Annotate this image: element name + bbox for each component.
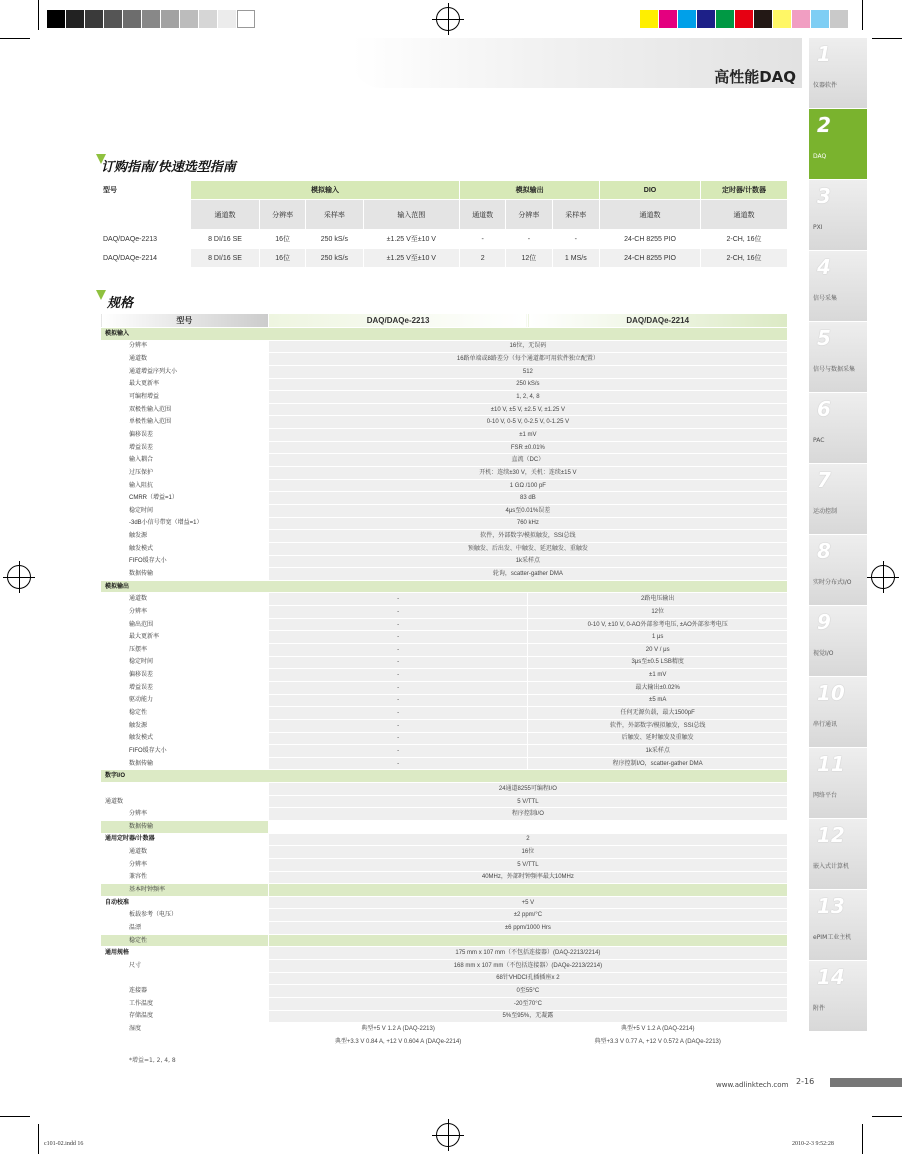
table-row [101,568,788,581]
table-cell: 250 kS/s [306,230,363,249]
spec-value: 1k采样点 [528,745,788,758]
table-cell: 16位 [260,230,306,249]
table-cell: 2-CH, 16位 [700,230,787,249]
spec-value: 16路单端或8路差分（每个通道都可用软件独立配置） [268,353,787,366]
crop-mark [0,1116,30,1117]
footer-bar [830,1078,902,1087]
table-row [101,656,788,669]
spec-value: 最大输出±0.02% [528,681,788,694]
tab-label: 视觉I/O [813,650,834,657]
spec-key [101,1035,269,1048]
table-row [101,403,788,416]
spec-value: 1k采样点 [268,555,787,568]
spec-section-title: 通用规格 [101,947,269,960]
tab-label: 串行通讯 [813,721,838,728]
chapter-tab[interactable] [809,322,867,393]
table-row [101,353,788,366]
chapter-tab[interactable] [809,748,867,819]
table-cell: 24-CH 8255 PIO [600,249,701,268]
guide-header: DIO [600,181,701,200]
spec-value: ±10 V, ±5 V, ±2.5 V, ±1.25 V [268,403,787,416]
section-flag-icon [96,290,106,300]
crop-mark [38,0,39,30]
spec-header: 型号 [101,314,269,328]
spec-value: 直流（DC） [268,454,787,467]
table-cell: 250 kS/s [306,249,363,268]
spec-value: 175 mm x 107 mm（不包括连接器）(DAQ-2213/2214) [268,947,787,960]
guide-subheader: 通道数 [191,200,260,230]
guide-subheader: 通道数 [460,200,506,230]
table-row [101,972,788,985]
chapter-tab[interactable] [809,535,867,606]
table-row [101,1035,788,1048]
spec-section-title: 模拟输入 [101,328,788,341]
footnote: *增益=1, 2, 4, 8 [129,1057,176,1064]
spec-section-title: 数字I/O [101,770,788,783]
spec-value: 250 kS/s [268,378,787,391]
spec-title: 规格 [107,296,134,311]
file-slug: c101-02.indd 16 [44,1141,84,1147]
spec-key: 存储温度 [101,1010,269,1023]
spec-value: 程序控制I/O [268,808,787,821]
spec-value: 20 V / μs [528,644,788,657]
table-cell: 2 [460,249,506,268]
spec-value: 典型+5 V 1.2 A (DAQ-2214) [528,1023,788,1036]
spec-value: - [268,669,528,682]
spec-key: 基本时钟频率 [101,884,269,897]
spec-value: - [268,681,528,694]
crop-mark [38,1124,39,1154]
spec-key: 可编程增益 [101,391,269,404]
tab-number: 12 [817,823,845,847]
guide-subheader: 分辨率 [506,200,552,230]
spec-value: 2 [268,833,787,846]
table-row [101,833,788,846]
table-row [101,479,788,492]
table-cell: ±1.25 V至±10 V [363,249,460,268]
spec-key: 稳定时间 [101,504,269,517]
spec-value: ±6 ppm/1000 Hrs [268,922,787,935]
crop-mark [862,1124,863,1154]
crop-mark [872,1116,902,1117]
spec-key: 温漂 [101,922,269,935]
tab-number: 11 [817,752,845,776]
spec-key: 通道数 [101,593,269,606]
spec-value: 预触发、后出发、中触发、延迟触发、重触发 [268,542,787,555]
spec-value: 24通道8255可编程I/O [268,783,787,796]
tab-number: 8 [817,539,831,563]
table-cell: 8 DI/16 SE [191,230,260,249]
spec-value: 1 μs [528,631,788,644]
table-cell: 24-CH 8255 PIO [600,230,701,249]
spec-key [101,972,269,985]
table-row [101,909,788,922]
spec-header: DAQ/DAQe-2213 [268,314,528,328]
chapter-tab[interactable] [809,180,867,251]
table-cell: - [552,230,600,249]
spec-key: 压摆率 [101,644,269,657]
spec-value: 83 dB [268,492,787,505]
spec-value: 4μs至0.01%误差 [268,504,787,517]
spec-key: 双极性输入范围 [101,403,269,416]
spec-key: 连接器 [101,985,269,998]
guide-subheader: 通道数 [700,200,787,230]
spec-key: 驱动能力 [101,694,269,707]
spec-key: 通道增益序列大小 [101,365,269,378]
table-row [101,947,788,960]
spec-value: ±1 mV [268,429,787,442]
table-row [101,618,788,631]
spec-value: 软件，外部数字/模拟触发，SSI总线 [528,719,788,732]
spec-value: 5 V/TTL [268,858,787,871]
spec-value: +5 V [268,896,787,909]
crop-mark [862,0,863,30]
spec-value: ±5 mA [528,694,788,707]
table-row [101,669,788,682]
table-row [101,314,788,328]
spec-key: 最大更新率 [101,631,269,644]
table-row [101,997,788,1010]
table-row [101,896,788,909]
table-row [101,504,788,517]
table-row [101,707,788,720]
spec-value: 68针VHDCI孔插插座x 2 [268,972,787,985]
spec-value: - [268,719,528,732]
spec-value: 软件，外部数字/模拟触发，SSI总线 [268,530,787,543]
table-row [101,1023,788,1036]
spec-section-title: 通用定时器/计数器 [101,833,269,846]
spec-key: 尺寸 [101,960,269,973]
tab-number: 7 [817,468,831,492]
table-cell: - [460,230,506,249]
chapter-tab[interactable] [809,961,867,1032]
table-row [101,694,788,707]
spec-value: 后触发、延时触发及重触发 [528,732,788,745]
spec-value: 512 [268,365,787,378]
chapter-tab[interactable] [809,393,867,464]
page-title: 高性能DAQ [714,68,796,86]
spec-value: - [268,707,528,720]
table-row [101,416,788,429]
table-row [101,378,788,391]
table-cell: - [506,230,552,249]
ordering-guide-table [100,180,788,268]
spec-key: 分辨率 [101,606,269,619]
table-row [101,795,788,808]
registration-mark-icon [432,3,464,35]
table-row [101,530,788,543]
tab-label: 运动控制 [813,508,838,515]
spec-key: 输出范围 [101,618,269,631]
chapter-tab[interactable] [809,606,867,677]
spec-key: 通道数 [101,795,269,808]
table-row [101,1010,788,1023]
spec-value: 168 mm x 107 mm（不包括连接器）(DAQe-2213/2214) [268,960,787,973]
spec-key: 偏移误差 [101,669,269,682]
spec-value: 3μs至±0.5 LSB精度 [528,656,788,669]
spec-value: FSR ±0.01% [268,441,787,454]
table-row [101,846,788,859]
spec-value: 开机：连续±30 V，关机：连续±15 V [268,467,787,480]
spec-value: - [268,732,528,745]
table-cell: 1 MS/s [552,249,600,268]
spec-key: 单极性输入范围 [101,416,269,429]
spec-key: 触发模式 [101,542,269,555]
spec-key: 分辨率 [101,340,269,353]
spec-key: 数据传输 [101,757,269,770]
spec-value [268,884,787,897]
spec-value: 5%至95%，无凝露 [268,1010,787,1023]
table-cell: 2-CH, 16位 [700,249,787,268]
table-row [101,757,788,770]
spec-key: 触发源 [101,530,269,543]
table-row [101,365,788,378]
tab-number: 6 [817,397,831,421]
chapter-tab[interactable] [809,890,867,961]
spec-key: CMRR（增益=1） [101,492,269,505]
tab-label: PXI [813,224,823,231]
spec-key: 输入阻抗 [101,479,269,492]
table-row [101,783,788,796]
table-row [101,808,788,821]
tab-number: 3 [817,184,831,208]
table-row [101,328,788,341]
registration-mark-icon [867,561,899,593]
spec-key: 增益误差 [101,441,269,454]
table-row [101,719,788,732]
tab-number: 1 [817,42,831,66]
spec-value [268,820,787,833]
table-row [101,542,788,555]
guide-subheader: 采样率 [306,200,363,230]
registration-mark-icon [3,561,35,593]
table-row [101,644,788,657]
table-row [101,820,788,833]
tab-label: 网络平台 [813,792,838,799]
table-row [101,745,788,758]
spec-key: 输入耦合 [101,454,269,467]
guide-subheader: 输入范围 [363,200,460,230]
table-row [101,681,788,694]
tab-label: 信号采集 [813,295,838,302]
table-row [101,631,788,644]
spec-key: 分辨率 [101,858,269,871]
spec-key: 触发源 [101,719,269,732]
spec-value: 40MHz，外部时钟频率最大10MHz [268,871,787,884]
tab-label: 附件 [813,1005,826,1012]
spec-value: 典型+3.3 V 0.84 A, +12 V 0.604 A (DAQe-2214) [268,1035,528,1048]
table-row [101,230,788,249]
tab-label: DAQ [813,153,827,160]
tab-number: 9 [817,610,831,634]
tab-label: 嵌入式计算机 [813,863,850,870]
spec-key: 兼容性 [101,871,269,884]
guide-title: 订购指南/快速选型指南 [101,160,236,175]
table-cell: 16位 [260,249,306,268]
spec-value: 0-10 V, 0-5 V, 0-2.5 V, 0-1.25 V [268,416,787,429]
spec-value: - [268,593,528,606]
spec-value: 16位，无误码 [268,340,787,353]
spec-key: 工作温度 [101,997,269,1010]
spec-key: 分辨率 [101,808,269,821]
guide-header: 定时器/计数器 [700,181,787,200]
table-row [101,391,788,404]
guide-header: 型号 [101,181,191,200]
chapter-tab[interactable] [809,109,867,180]
spec-value: 2路电压输出 [528,593,788,606]
spec-value: - [268,618,528,631]
spec-value: 任何无源负载，最大1500pF [528,707,788,720]
page-number: 2-16 [796,1077,815,1086]
spec-key: 稳定时间 [101,656,269,669]
spec-key [101,783,269,796]
chapter-tab[interactable] [809,251,867,322]
spec-value: 16位 [268,846,787,859]
tab-label: 实时分布式I/O [813,579,852,586]
guide-subheader: 采样率 [552,200,600,230]
spec-key: FIFO缓存大小 [101,555,269,568]
spec-key: 触发模式 [101,732,269,745]
chapter-tab[interactable] [809,464,867,535]
chapter-tabs [809,38,867,1032]
spec-value: 0-10 V, ±10 V, 0-AO外部参考电压, ±AO外部参考电压 [528,618,788,631]
table-cell: 8 DI/16 SE [191,249,260,268]
spec-key: 增益误差 [101,681,269,694]
tab-label: 信号与数据采集 [813,366,856,373]
tab-number: 5 [817,326,831,350]
table-row [101,429,788,442]
spec-header: DAQ/DAQe-2214 [528,314,788,328]
tab-number: 10 [817,681,845,705]
guide-header: 模拟输入 [191,181,460,200]
tab-label: PAC [813,437,825,444]
tab-label: 仪器软件 [813,82,838,89]
spec-value: - [268,656,528,669]
table-row [101,340,788,353]
spec-key: FIFO缓存大小 [101,745,269,758]
table-cell: DAQ/DAQe-2213 [101,230,191,249]
spec-key: -3dB小信号带宽（增益=1） [101,517,269,530]
guide-header: 模拟输出 [460,181,600,200]
table-row [101,555,788,568]
spec-key: 板载参考（电压） [101,909,269,922]
tab-label: ePIM工业主机 [813,934,852,941]
table-row [101,249,788,268]
spec-key: 数据传输 [101,820,269,833]
spec-value: 典型+5 V 1.2 A (DAQ-2213) [268,1023,528,1036]
spec-value [268,934,787,947]
spec-key: 偏移误差 [101,429,269,442]
table-row [101,441,788,454]
spec-value: 1 GΩ /100 pF [268,479,787,492]
spec-section-title: 自动校准 [101,896,269,909]
tab-number: 14 [817,965,845,989]
spec-value: 0至55°C [268,985,787,998]
table-row [101,517,788,530]
table-row [101,934,788,947]
table-row [101,985,788,998]
table-row [101,467,788,480]
registration-mark-icon [432,1119,464,1151]
spec-value: - [268,745,528,758]
specifications-table [100,313,788,1049]
spec-value: - [268,757,528,770]
crop-mark [872,38,902,39]
crop-mark [0,38,30,39]
table-row [101,492,788,505]
spec-value: 程序控制I/O，scatter-gather DMA [528,757,788,770]
table-row [101,858,788,871]
guide-blank [101,200,191,230]
table-row [101,922,788,935]
table-row [101,580,788,593]
guide-subheader: 通道数 [600,200,701,230]
tab-number: 2 [817,113,831,137]
table-cell: DAQ/DAQe-2214 [101,249,191,268]
table-row [101,593,788,606]
chapter-tab[interactable] [809,677,867,748]
table-row [101,454,788,467]
spec-value: - [268,644,528,657]
spec-value: 760 kHz [268,517,787,530]
spec-value: 5 V/TTL [268,795,787,808]
tab-number: 4 [817,255,831,279]
spec-value: - [268,631,528,644]
spec-value: - [268,606,528,619]
spec-key: 过压保护 [101,467,269,480]
spec-value: - [268,694,528,707]
spec-key: 通道数 [101,846,269,859]
table-row [101,606,788,619]
table-cell: 12位 [506,249,552,268]
spec-key: 最大更新率 [101,378,269,391]
spec-value: 12位 [528,606,788,619]
table-row [101,871,788,884]
table-row [101,960,788,973]
spec-value: -20至70°C [268,997,787,1010]
spec-key: 数据传输 [101,568,269,581]
spec-key: 稳定性 [101,707,269,720]
table-row [101,732,788,745]
spec-key: 稳定性 [101,934,269,947]
spec-key: 通道数 [101,353,269,366]
spec-value: ±2 ppm/°C [268,909,787,922]
chapter-tab[interactable] [809,819,867,890]
chapter-tab[interactable] [809,38,867,109]
tab-number: 13 [817,894,845,918]
table-cell: ±1.25 V至±10 V [363,230,460,249]
table-row [101,770,788,783]
spec-section-title: 模拟输出 [101,580,788,593]
guide-subheader: 分辨率 [260,200,306,230]
spec-key: 湿度 [101,1023,269,1036]
spec-value: ±1 mV [528,669,788,682]
spec-value: 典型+3.3 V 0.77 A, +12 V 0.572 A (DAQe-2213) [528,1035,788,1048]
website-url: www.adlinktech.com [716,1081,789,1089]
date-slug: 2010-2-3 9:52:28 [792,1141,834,1147]
spec-value: 1, 2, 4, 8 [268,391,787,404]
table-row [101,884,788,897]
spec-value: 轮询，scatter-gather DMA [268,568,787,581]
